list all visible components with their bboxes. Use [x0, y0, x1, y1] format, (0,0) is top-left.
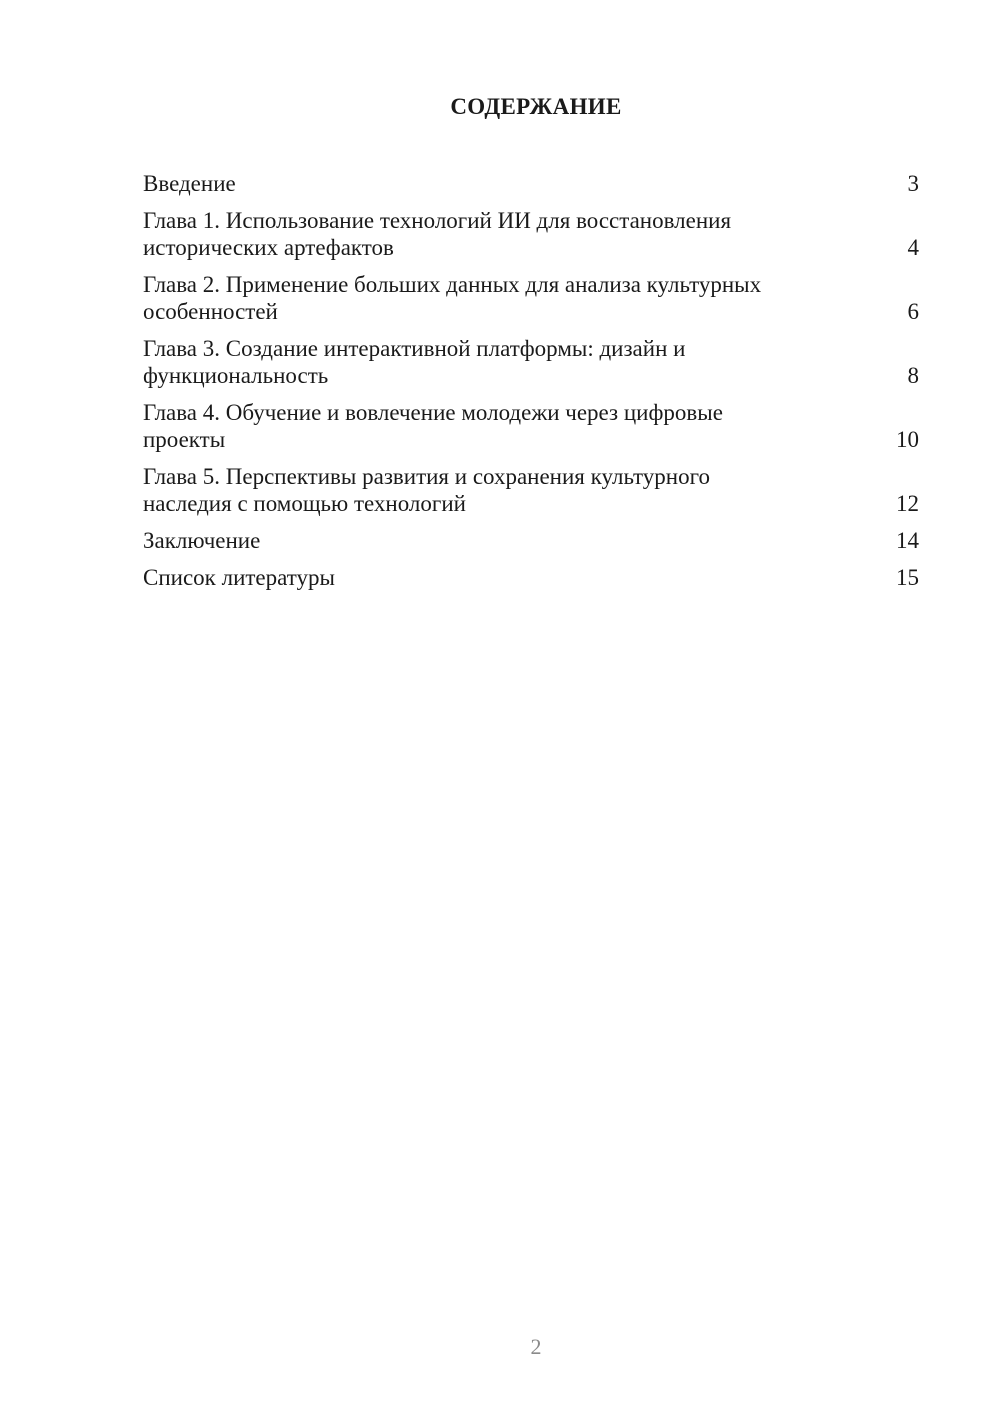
- toc-entry-line: особенностей: [143, 299, 278, 324]
- toc-entry-chapter-1: [143, 207, 919, 261]
- page-number: 2: [530, 1334, 542, 1359]
- toc-entry-line: наследия с помощью технологий: [143, 491, 466, 516]
- toc-entry-line: Глава 2. Применение больших данных для анализа культурных: [143, 272, 762, 297]
- toc-entry-label: [143, 527, 260, 554]
- toc-entry-label: [143, 271, 761, 325]
- toc-entry-line: Введение: [143, 171, 236, 196]
- toc-entry-label: [143, 335, 685, 389]
- toc-entry-chapter-2: [143, 271, 919, 325]
- toc-entry-introduction: [143, 170, 919, 197]
- toc-entry-line: исторических артефактов: [143, 235, 394, 260]
- toc-entry-line: Глава 5. Перспективы развития и сохранения культурного: [143, 464, 710, 489]
- toc-entry-label: [143, 207, 731, 261]
- toc-entry-conclusion: [143, 527, 919, 554]
- toc-entry-page: 12: [896, 491, 919, 516]
- toc-entry-line: функциональность: [143, 363, 329, 388]
- toc-entry-chapter-4: [143, 399, 919, 453]
- toc-entry-line: Глава 3. Создание интерактивной платформы: дизайн и: [143, 336, 686, 361]
- toc-entry-page: 3: [907, 171, 919, 196]
- toc-entry-label: [143, 564, 335, 591]
- toc-entry-page: 4: [907, 235, 919, 260]
- toc-entry-references: [143, 564, 919, 591]
- toc-entry-line: проекты: [143, 427, 226, 452]
- page-title: СОДЕРЖАНИЕ: [450, 94, 622, 119]
- toc-entry-label: [143, 399, 723, 453]
- toc-entry-page: 14: [896, 528, 919, 553]
- toc-entry-chapter-5: [143, 463, 919, 517]
- toc-entry-page: 15: [896, 565, 919, 590]
- table-of-contents: [143, 170, 919, 601]
- toc-entry-line: Глава 4. Обучение и вовлечение молодежи через цифровые: [143, 400, 723, 425]
- toc-entry-line: Заключение: [143, 528, 261, 553]
- toc-entry-page: 6: [907, 299, 919, 324]
- toc-entry-chapter-3: [143, 335, 919, 389]
- toc-entry-label: [143, 463, 710, 517]
- toc-entry-page: 8: [907, 363, 919, 388]
- toc-entry-label: [143, 170, 236, 197]
- toc-entry-line: Глава 1. Использование технологий ИИ для восстановления: [143, 208, 732, 233]
- toc-entry-line: Список литературы: [143, 565, 335, 590]
- toc-entry-page: 10: [896, 427, 919, 452]
